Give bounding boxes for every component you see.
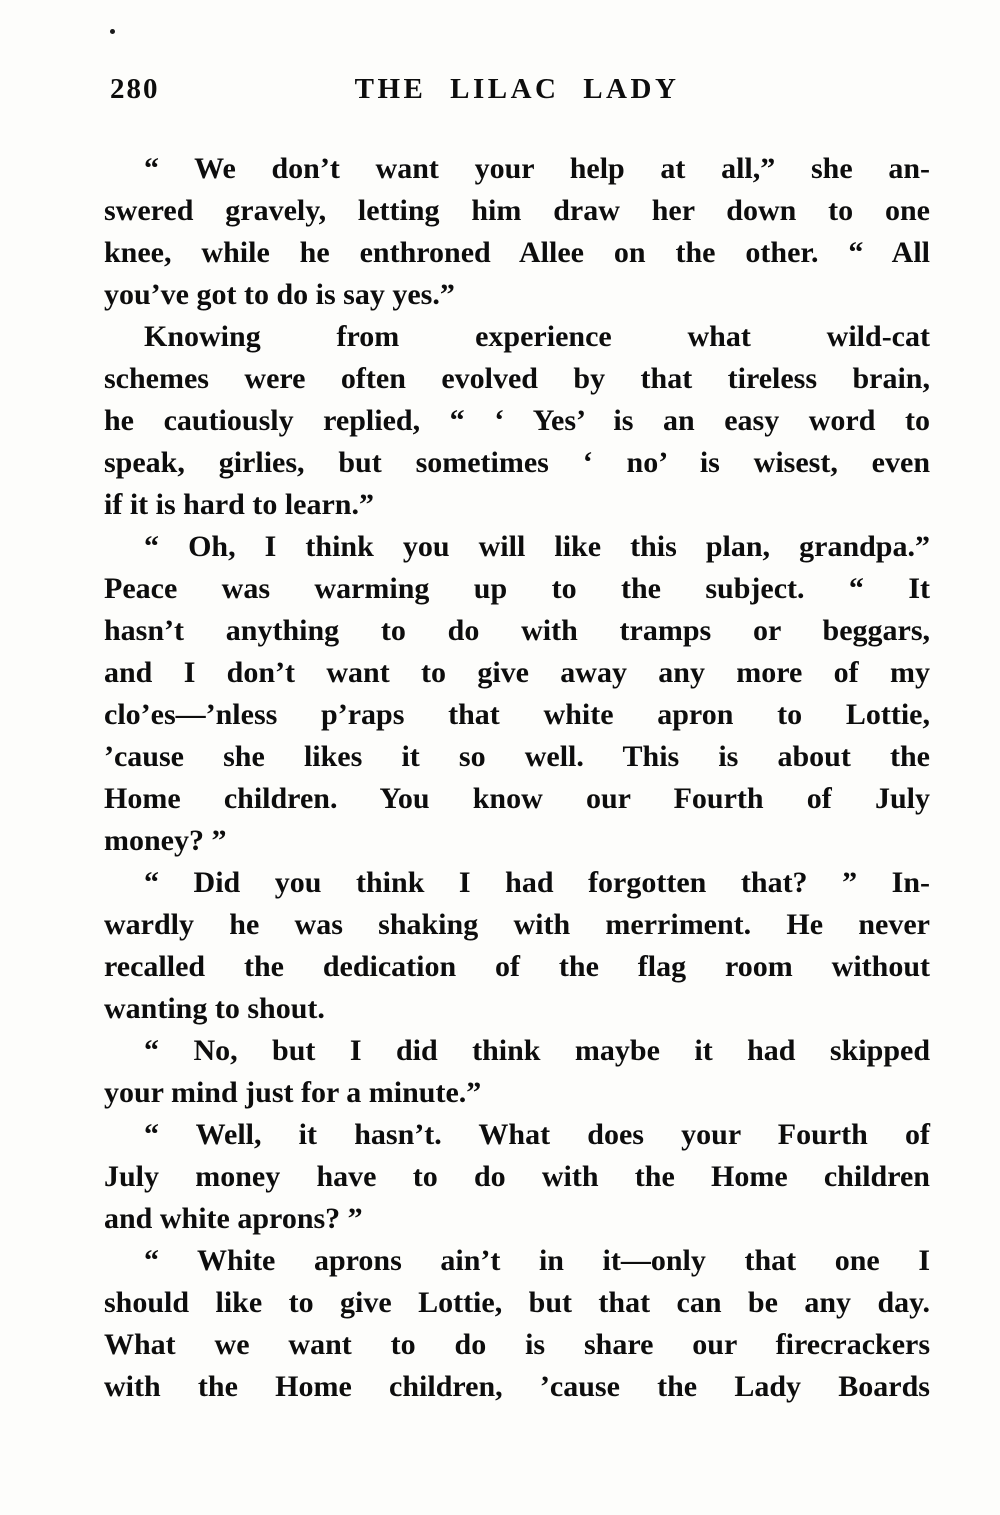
text-line: Home children. You know our Fourth of July [104, 782, 930, 815]
text-line: “ No, but I did think maybe it had skipped [144, 1034, 930, 1067]
text-line: “ Did you think I had forgotten that? ” In- [144, 866, 930, 899]
paragraph-1 [104, 148, 930, 316]
text-line: What we want to do is share our firecrackers [104, 1328, 930, 1361]
paragraph-4 [104, 862, 930, 1030]
page-number: 280 [110, 73, 160, 105]
text-line: “ We don’t want your help at all,” she an- [144, 152, 930, 185]
text-line: your mind just for a minute.” [104, 1076, 482, 1109]
text-line: “ White aprons ain’t in it—only that one I [144, 1244, 930, 1277]
ink-speck [110, 29, 115, 34]
text-line: speak, girlies, but sometimes ‘ no’ is wisest, even [104, 446, 930, 479]
text-line: Knowing from experience what wild-cat [144, 320, 930, 353]
text-line: recalled the dedication of the flag room without [104, 950, 930, 983]
text-line: knee, while he enthroned Allee on the other. “ All [104, 236, 930, 269]
text-line: and I don’t want to give away any more of my [104, 656, 930, 689]
paragraph-3 [104, 526, 930, 862]
text-line: hasn’t anything to do with tramps or beggars, [104, 614, 930, 647]
text-line: “ Well, it hasn’t. What does your Fourth of [144, 1118, 930, 1151]
running-head: THE LILAC LADY [354, 73, 680, 105]
paragraph-2 [104, 316, 930, 526]
text-line: with the Home children, ’cause the Lady Boards [104, 1370, 930, 1403]
text-line: “ Oh, I think you will like this plan, grandpa.” [144, 530, 930, 563]
text-line: if it is hard to learn.” [104, 488, 374, 521]
paragraph-7 [104, 1240, 930, 1408]
text-line: swered gravely, letting him draw her down to one [104, 194, 930, 227]
text-line: and white aprons? ” [104, 1202, 363, 1235]
text-line: ’cause she likes it so well. This is about the [104, 740, 930, 773]
text-line: he cautiously replied, “ ‘ Yes’ is an easy word to [104, 404, 930, 437]
text-line: July money have to do with the Home children [104, 1160, 930, 1193]
text-line: schemes were often evolved by that tireless brain, [104, 362, 930, 395]
text-line: should like to give Lottie, but that can be any day. [104, 1286, 930, 1319]
text-line: you’ve got to do is say yes.” [104, 278, 455, 311]
text-line: clo’es—’nless p’raps that white apron to Lottie, [104, 698, 930, 731]
text-line: money? ” [104, 824, 227, 857]
text-line: wardly he was shaking with merriment. He never [104, 908, 930, 941]
paragraph-6 [104, 1114, 930, 1240]
text-line: Peace was warming up to the subject. “ It [104, 572, 930, 605]
paragraph-5 [104, 1030, 930, 1114]
text-line: wanting to shout. [104, 992, 325, 1025]
page-header [104, 72, 930, 108]
body-text [104, 148, 930, 1408]
